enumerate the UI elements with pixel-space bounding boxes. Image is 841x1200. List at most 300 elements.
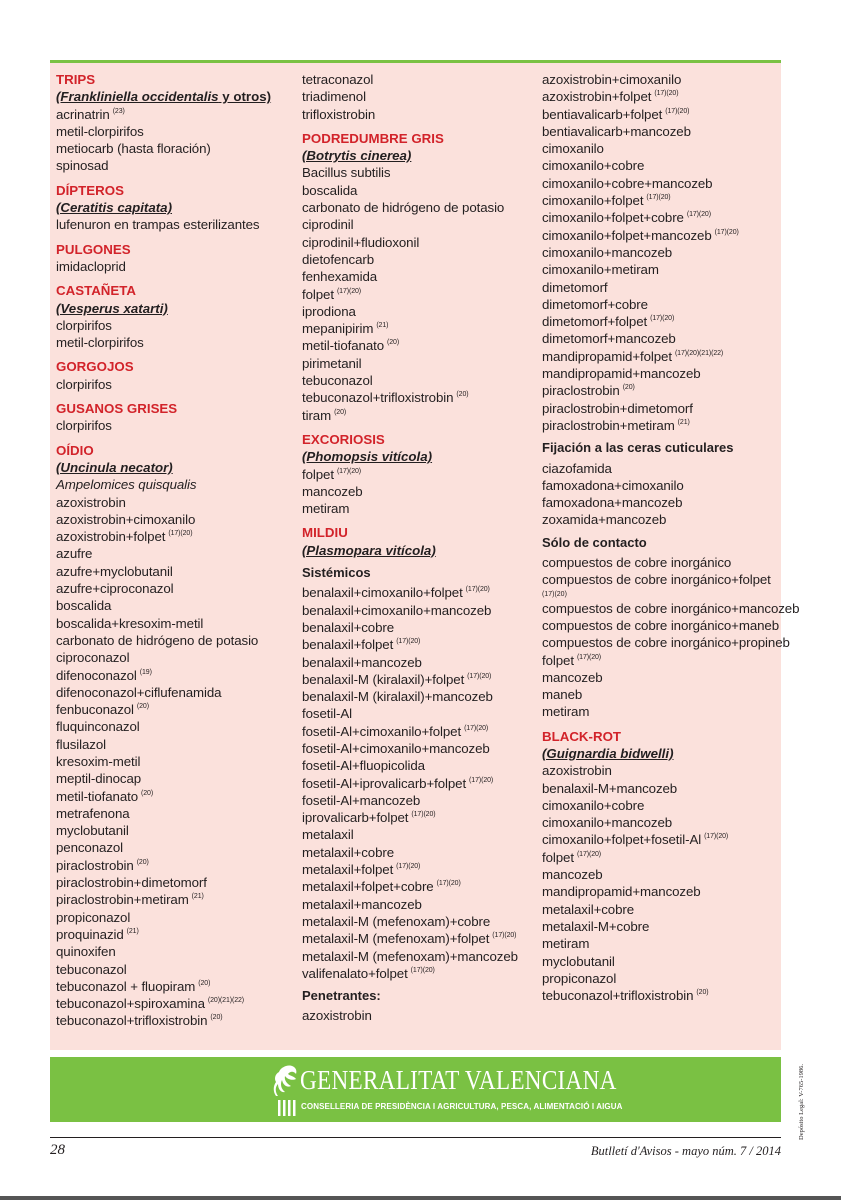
product-item [302,826,536,843]
scientific-name [56,459,292,476]
section-heading: CASTAÑETA [56,283,137,299]
footnote-ref: (17)(20) [704,833,729,841]
product-name: fenhexamida [302,269,378,285]
product-item [302,757,536,774]
product-item [542,477,778,494]
product-name: folpet [302,286,334,302]
product-item [56,839,292,856]
product-name: azoxistrobin [56,494,126,510]
product-name: bentiavalicarb+mancozeb [542,123,691,139]
section-heading: GORGOJOS [56,359,134,375]
column-3 [542,71,800,1004]
product-name: azoxistrobin [302,1008,372,1024]
product-name: tiram [302,407,332,423]
footnote-ref: (17)(20) [467,672,492,680]
product-item [542,209,778,226]
product-name: folpet [302,466,334,482]
product-item [302,792,536,809]
product-item [542,279,778,296]
product-item [56,317,292,334]
product-item [542,71,778,88]
product-item [56,805,292,822]
product-name: compuestos de cobre inorgánico+maneb [542,617,780,633]
product-item [542,417,778,434]
product-name: mandipropamid+mancozeb [542,884,701,900]
product-item [56,718,292,735]
product-item [542,571,778,588]
product-item [56,511,292,528]
product-item [542,157,778,174]
scientific-name-text: (Uncinula necator) [56,459,173,475]
product-name: iprodiona [302,303,356,319]
product-item [56,788,292,805]
product-name: difenoconazol+ciflufenamida [56,684,222,700]
product-item [302,896,536,913]
product-name: kresoxim-metil [56,753,141,769]
product-name: metiram [302,501,350,517]
generalitat-banner [50,1057,781,1122]
scientific-name-text: (Frankliniella occidentalis [56,89,219,105]
product-item [542,814,778,831]
footnote-ref: (17)(20) [469,776,494,784]
product-item [302,1007,536,1024]
product-item [302,199,536,216]
subsection-heading: Penetrantes: [302,988,381,1004]
product-name: azufre [56,546,93,562]
product-item [56,376,292,393]
product-name: cimoxanilo+mancozeb [542,244,673,260]
product-item [56,615,292,632]
scientific-name-text: (Phomopsis vitícola) [302,449,433,465]
product-name: fosetil-Al+fluopicolida [302,758,425,774]
product-name: compuestos de cobre inorgánico [542,555,732,571]
product-item [542,400,778,417]
product-item [542,953,778,970]
product-item [56,891,292,908]
section-heading: EXCORIOSIS [302,431,385,447]
product-item [56,649,292,666]
product-item [56,417,292,434]
content-panel [50,63,800,1050]
product-name: benalaxil+cobre [302,619,395,635]
product-item [542,669,778,686]
product-name: ciprodinil+fludioxonil [302,234,420,250]
product-name: tebuconazol [56,961,127,977]
product-name: mancozeb [542,669,603,685]
product-item [56,597,292,614]
product-item [542,686,778,703]
product-name: compuestos de cobre inorgánico+folpet [542,572,771,588]
product-name: fluquinconazol [56,719,140,735]
product-name: piraclostrobin+metiram [542,417,675,433]
product-name: mandipropamid+folpet [542,348,672,364]
product-name: folpet [542,652,574,668]
product-item [56,334,292,351]
footnote-ref: (17)(20) [665,107,690,115]
product-item [302,740,536,757]
product-item [302,688,536,705]
footnote-ref: (17)(20)(21)(22) [674,349,724,357]
product-item [302,88,536,105]
product-name: benalaxil-M+mancozeb [542,780,678,796]
product-name: dietofencarb [302,251,374,267]
product-item [542,330,778,347]
product-name: ciprodinil [302,217,354,233]
product-item [302,407,536,424]
footnote-ref: (23) [112,107,125,115]
product-item [542,652,778,669]
product-item [56,684,292,701]
scientific-name-text: (Ceratitis capitata) [56,200,173,216]
product-item [302,303,536,320]
product-item [542,460,778,477]
product-name: piraclostrobin+dimetomorf [56,875,207,891]
product-name: mandipropamid+mancozeb [542,366,701,382]
product-name: cimoxanilo+folpet+fosetil-Al [542,832,702,848]
product-name: clorpirifos [56,317,112,333]
product-item [56,1012,292,1029]
product-item [56,701,292,718]
scientific-name-text: (Guignardia bidwelli) [542,745,674,761]
footnote-ref: (17)(20) [396,638,421,646]
product-item [56,632,292,649]
product-item [542,703,778,720]
product-name: azoxistrobin+folpet [56,529,166,545]
product-name: azoxistrobin [542,763,612,779]
product-item [302,71,536,88]
product-name: benalaxil-M (kiralaxil)+mancozeb [302,689,493,705]
footnote-ref: (17)(20) [410,966,435,974]
product-name: metiocarb (hasta floración) [56,141,211,157]
footnote-ref: (17)(20) [576,850,602,858]
product-name: pirimetanil [302,355,362,371]
product-name: tebuconazol+spiroxamina [56,996,205,1012]
product-item [542,348,778,365]
product-name: metalaxil [302,827,354,843]
product-name: spinosad [56,158,109,174]
footnote-ref: (20) [198,979,211,987]
product-name: benalaxil+cimoxanilo+folpet [302,585,463,601]
product-name: metil-tiofanato [302,338,385,354]
legal-deposit: Depósito Legal: V-765-1986. [798,1063,805,1140]
product-item [542,831,778,848]
product-name: clorpirifos [56,418,112,434]
product-name: benalaxil+folpet [302,637,394,653]
product-item [56,157,292,174]
product-item [302,602,536,619]
product-item [302,878,536,895]
product-item [302,320,536,337]
product-item [56,476,292,493]
product-item [302,723,536,740]
product-name: fosetil-Al+mancozeb [302,792,421,808]
product-name: bentiavalicarb+folpet [542,106,663,122]
section-heading: GUSANOS GRISES [56,401,178,417]
product-name: cimoxanilo+cobre [542,797,645,813]
product-item [542,901,778,918]
product-item [542,88,778,105]
section-heading: PULGONES [56,241,131,257]
footnote-ref: (17)(20) [336,287,362,295]
product-name: piraclostrobin [56,857,134,873]
product-name: metalaxil+mancozeb [302,896,422,912]
product-name: cimoxanilo+cobre [542,158,645,174]
banner-title: GENERALITAT VALENCIANA [300,1065,617,1095]
product-item [302,671,536,688]
product-item [56,995,292,1012]
product-item [302,106,536,123]
product-name: zoxamida+mancozeb [542,512,667,528]
scientific-name [302,147,536,164]
product-item [542,494,778,511]
footnote-ref: (17)(20) [542,590,567,598]
product-name: myclobutanil [542,953,615,969]
scientific-name-text: (Plasmopara vitícola) [302,542,436,558]
product-item [302,636,536,653]
product-name: fosetil-Al+cimoxanilo+mancozeb [302,740,490,756]
footnote-ref: (20) [387,339,400,347]
footnote-ref: (17)(20) [396,863,421,871]
footnote-ref: (20) [696,989,709,997]
product-name: tebuconazol+trifloxistrobin [56,1013,208,1029]
section-heading: MILDIU [302,525,348,541]
product-name: trifloxistrobin [302,106,376,122]
publication-title: Butlletí d'Avisos - mayo núm. 7 / 2014 [590,1144,781,1158]
product-name: boscalida [302,182,358,198]
product-item [542,227,778,244]
product-name: propiconazol [542,970,617,986]
product-name: triadimenol [302,89,366,105]
product-name: tebuconazol+trifloxistrobin [542,988,694,1004]
scientific-name-tail: y otros) [218,89,272,105]
product-item [56,580,292,597]
product-item [56,123,292,140]
product-item [56,909,292,926]
scientific-name-text: (Botrytis cinerea) [302,148,412,164]
product-name: carbonato de hidrógeno de potasio [302,200,505,216]
footnote-ref: (17)(20) [646,194,671,202]
product-item [542,617,778,634]
product-item [302,705,536,722]
subsection-heading: Sistémicos [302,565,371,581]
product-item [56,667,292,684]
footnote-ref: (21) [677,418,690,426]
product-item [542,797,778,814]
product-item [542,244,778,261]
banner-subtitle: CONSELLERIA DE PRESIDÈNCIA I AGRICULTURA, PESCA, ALIMENTACIÓ I AIGUA [301,1102,623,1111]
column-1 [56,71,292,1030]
product-item [302,337,536,354]
product-item [542,313,778,330]
product-item [302,775,536,792]
product-name: metrafenona [56,805,130,821]
footnote-ref: (21) [126,927,139,935]
product-name: cimoxanilo+cobre+mancozeb [542,175,713,191]
product-name: metiram [542,704,590,720]
footnote-ref: (20) [136,858,149,866]
product-item [302,844,536,861]
product-item [302,654,536,671]
footnote-ref: (17)(20) [686,211,711,219]
product-name: dimetomorf+cobre [542,296,648,312]
scientific-name [56,300,292,317]
product-item [56,943,292,960]
footnote-ref: (21) [191,893,204,901]
product-item [302,861,536,878]
product-item [56,926,292,943]
product-item [302,930,536,947]
product-name: cimoxanilo+metiram [542,262,659,278]
product-name: quinoxifen [56,944,116,960]
section-heading: DÍPTEROS [56,182,124,198]
product-item [56,106,292,123]
product-name: piraclostrobin+dimetomorf [542,400,693,416]
product-name: benalaxil+cimoxanilo+mancozeb [302,602,492,618]
product-name: difenoconazol [56,667,137,683]
product-name: flusilazol [56,736,106,752]
product-item [542,780,778,797]
product-item [56,736,292,753]
product-item [542,935,778,952]
subsection-heading: Sólo de contacto [542,534,647,550]
product-name: dimetomorf+folpet [542,314,648,330]
product-item [56,258,292,275]
footnote-ref: (20)(21)(22) [207,997,245,1005]
footnote-ref: (17)(20) [336,467,362,475]
product-item [302,619,536,636]
footnote-ref: (17)(20) [464,724,489,732]
page-edge [0,1196,841,1200]
product-item [302,182,536,199]
product-name: fosetil-Al+iprovalicarb+folpet [302,775,467,791]
product-name: tebuconazol [302,373,373,389]
product-name: metalaxil+cobre [542,901,634,917]
product-name: piraclostrobin+metiram [56,892,189,908]
footnote-ref: (17)(20) [576,653,602,661]
scientific-name [56,88,292,105]
product-name: mancozeb [302,483,363,499]
product-item [542,382,778,399]
scientific-name [56,199,292,216]
product-name: cimoxanilo+folpet [542,193,644,209]
product-name: maneb [542,687,583,703]
product-name: cimoxanilo [542,141,604,157]
product-item [542,511,778,528]
product-name: proquinazid [56,926,124,942]
scientific-name [302,542,536,559]
footnote-ref: (17)(20) [465,586,490,594]
product-name: boscalida+kresoxim-metil [56,615,204,631]
product-name: metalaxil+cobre [302,844,394,860]
product-item [56,528,292,545]
product-name: ciproconazol [56,650,130,666]
footnote-ref: (17)(20) [168,530,193,538]
product-name: imidacloprid [56,258,126,274]
product-name: metalaxil-M+cobre [542,918,650,934]
product-item [302,286,536,303]
footnote-ref: (19) [139,668,152,676]
product-item [56,140,292,157]
product-item [302,268,536,285]
product-name: compuestos de cobre inorgánico+propineb [542,635,790,651]
product-item [542,866,778,883]
product-item [302,483,536,500]
scientific-name [542,745,778,762]
footnote-ref: (21) [376,322,389,330]
product-name: valifenalato+folpet [302,965,408,981]
product-name: metil-clorpirifos [56,335,144,351]
scientific-name [302,448,536,465]
product-item [542,634,790,651]
product-item [56,216,292,233]
product-item [542,175,778,192]
footnote-ref: (17)(20) [654,90,679,98]
section-heading: PODREDUMBRE GRIS [302,130,444,146]
product-item [56,822,292,839]
product-name: meptil-dinocap [56,771,142,787]
product-name: benalaxil+mancozeb [302,654,422,670]
product-item [302,948,536,965]
product-item [56,978,292,995]
product-name: cimoxanilo+mancozeb [542,815,673,831]
product-name: azufre+ciproconazol [56,581,174,597]
product-item [302,164,536,181]
product-name: metalaxil-M (mefenoxam)+cobre [302,913,491,929]
product-item [56,545,292,562]
product-name: azoxistrobin+folpet [542,89,652,105]
product-name: propiconazol [56,909,131,925]
product-name: metil-clorpirifos [56,123,144,139]
product-item [542,296,778,313]
product-item [542,140,778,157]
product-item [56,753,292,770]
subsection-heading: Fijación a las ceras cuticulares [542,440,734,456]
footnote-ref: (17)(20) [411,811,436,819]
product-item [542,762,778,779]
product-name: acrinatrin [56,106,110,122]
product-item [542,192,778,209]
product-name: famoxadona+mancozeb [542,495,683,511]
product-item [302,466,536,483]
product-name: piraclostrobin [542,383,620,399]
product-item [56,494,292,511]
product-name: benalaxil-M (kiralaxil)+folpet [302,671,465,687]
product-item [542,554,778,571]
product-item [542,365,778,382]
product-item [542,261,778,278]
product-item [542,987,778,1004]
product-name: azufre+myclobutanil [56,563,173,579]
footnote-ref: (17)(20) [492,932,517,940]
product-name: carbonato de hidrógeno de potasio [56,632,259,648]
product-item [542,918,778,935]
product-name: tebuconazol+trifloxistrobin [302,390,454,406]
product-item [302,234,536,251]
product-name: Ampelomices quisqualis [56,477,197,493]
product-item [542,970,778,987]
footnote-ref: (20) [136,703,149,711]
product-item [56,874,292,891]
section-heading: OÍDIO [56,442,94,458]
product-name: boscalida [56,598,112,614]
product-name: metalaxil+folpet+cobre [302,879,434,895]
footnote-ref: (20) [456,391,469,399]
product-item [542,106,778,123]
product-name: mepanipirim [302,321,374,337]
section-heading: BLACK-ROT [542,728,622,744]
footnote-ref: (20) [334,408,347,416]
product-name: metalaxil+folpet [302,862,394,878]
